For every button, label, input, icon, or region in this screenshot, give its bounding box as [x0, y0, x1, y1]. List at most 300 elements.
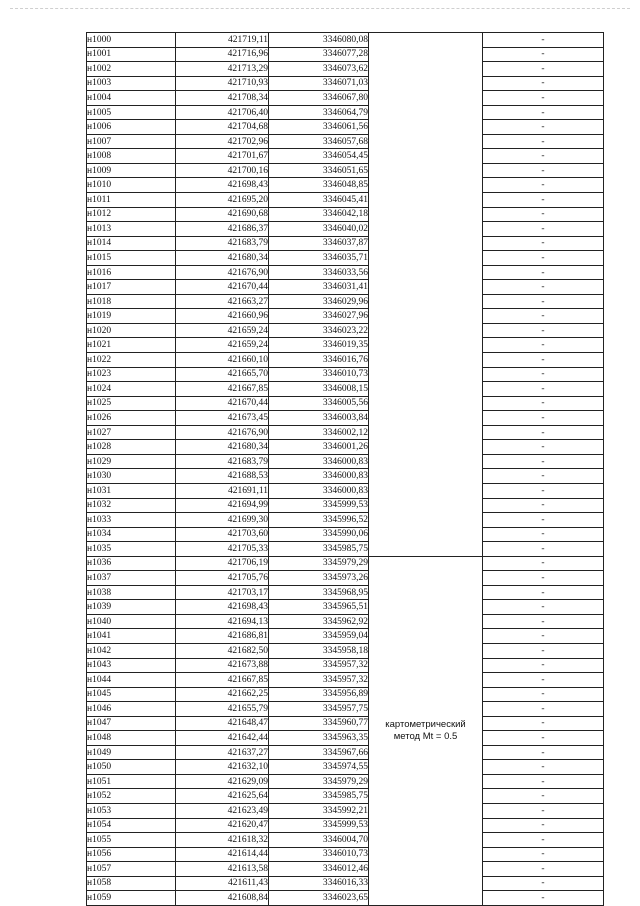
accuracy-cell: -: [483, 149, 604, 164]
coordinate-y-cell: 3346004,70: [269, 833, 369, 848]
table-row: [87, 440, 604, 455]
coordinate-y-cell: 3346029,96: [269, 294, 369, 309]
accuracy-cell: -: [483, 425, 604, 440]
point-name-cell: н1043: [87, 658, 176, 673]
coordinate-y-cell: 3346054,45: [269, 149, 369, 164]
table-row: [87, 178, 604, 193]
accuracy-cell: -: [483, 658, 604, 673]
coordinate-x-cell: 421699,30: [176, 513, 269, 528]
coordinate-y-cell: 3345990,06: [269, 527, 369, 542]
table-row: [87, 353, 604, 368]
table-row: [87, 411, 604, 426]
table-row: [87, 207, 604, 222]
table-row: [87, 91, 604, 106]
point-name-cell: н1003: [87, 76, 176, 91]
accuracy-cell: -: [483, 251, 604, 266]
accuracy-cell: -: [483, 178, 604, 193]
point-name-cell: н1033: [87, 513, 176, 528]
coordinate-x-cell: 421688,53: [176, 469, 269, 484]
coordinate-y-cell: 3345956,89: [269, 687, 369, 702]
table-row: [87, 483, 604, 498]
point-name-cell: н1028: [87, 440, 176, 455]
coordinate-x-cell: 421667,85: [176, 382, 269, 397]
coordinate-x-cell: 421665,70: [176, 367, 269, 382]
coordinate-x-cell: 421683,79: [176, 236, 269, 251]
point-name-cell: н1030: [87, 469, 176, 484]
point-name-cell: н1002: [87, 62, 176, 77]
accuracy-cell: -: [483, 396, 604, 411]
point-name-cell: н1047: [87, 716, 176, 731]
accuracy-cell: -: [483, 556, 604, 571]
table-row: [87, 847, 604, 862]
coordinate-x-cell: 421706,40: [176, 105, 269, 120]
point-name-cell: н1052: [87, 789, 176, 804]
coordinate-y-cell: 3346048,85: [269, 178, 369, 193]
coordinate-y-cell: 3346073,62: [269, 62, 369, 77]
coordinate-y-cell: 3346042,18: [269, 207, 369, 222]
point-name-cell: н1035: [87, 542, 176, 557]
point-name-cell: н1046: [87, 702, 176, 717]
coordinate-y-cell: 3346080,08: [269, 33, 369, 48]
coordinate-x-cell: 421705,33: [176, 542, 269, 557]
coordinate-y-cell: 3346027,96: [269, 309, 369, 324]
accuracy-cell: -: [483, 236, 604, 251]
method-label: картометрический: [385, 718, 466, 730]
accuracy-cell: -: [483, 120, 604, 135]
coordinate-x-cell: 421659,24: [176, 338, 269, 353]
point-name-cell: н1027: [87, 425, 176, 440]
accuracy-cell: -: [483, 600, 604, 615]
coordinate-y-cell: 3345985,75: [269, 789, 369, 804]
accuracy-cell: -: [483, 818, 604, 833]
point-name-cell: н1000: [87, 33, 176, 48]
point-name-cell: н1021: [87, 338, 176, 353]
point-name-cell: н1011: [87, 193, 176, 208]
point-name-cell: н1056: [87, 847, 176, 862]
table-row: [87, 862, 604, 877]
table-row: [87, 527, 604, 542]
table-row: [87, 760, 604, 775]
coordinate-y-cell: 3346008,15: [269, 382, 369, 397]
accuracy-cell: -: [483, 643, 604, 658]
table-row: [87, 513, 604, 528]
point-name-cell: н1006: [87, 120, 176, 135]
accuracy-cell: -: [483, 62, 604, 77]
table-row: [87, 789, 604, 804]
coordinate-x-cell: 421663,27: [176, 294, 269, 309]
coordinate-x-cell: 421676,90: [176, 265, 269, 280]
table-row: [87, 338, 604, 353]
table-row: [87, 454, 604, 469]
coordinate-x-cell: 421642,44: [176, 731, 269, 746]
coordinate-x-cell: 421702,96: [176, 134, 269, 149]
point-name-cell: н1029: [87, 454, 176, 469]
coordinate-x-cell: 421660,10: [176, 353, 269, 368]
coordinate-y-cell: 3345996,52: [269, 513, 369, 528]
table-row: [87, 673, 604, 688]
point-name-cell: н1038: [87, 585, 176, 600]
accuracy-cell: -: [483, 789, 604, 804]
table-row: [87, 47, 604, 62]
coordinate-y-cell: 3346019,35: [269, 338, 369, 353]
table-row: [87, 643, 604, 658]
coordinate-y-cell: 3345963,35: [269, 731, 369, 746]
accuracy-cell: -: [483, 673, 604, 688]
point-name-cell: н1001: [87, 47, 176, 62]
coordinate-x-cell: 421698,43: [176, 600, 269, 615]
coordinate-x-cell: 421700,16: [176, 163, 269, 178]
coordinate-y-cell: 3346035,71: [269, 251, 369, 266]
point-name-cell: н1008: [87, 149, 176, 164]
coordinate-x-cell: 421691,11: [176, 483, 269, 498]
coordinate-x-cell: 421620,47: [176, 818, 269, 833]
coordinate-y-cell: 3345967,66: [269, 745, 369, 760]
coordinate-x-cell: 421710,93: [176, 76, 269, 91]
table-row: [87, 818, 604, 833]
coordinate-x-cell: 421670,44: [176, 396, 269, 411]
coordinate-x-cell: 421680,34: [176, 440, 269, 455]
accuracy-cell: -: [483, 542, 604, 557]
accuracy-cell: -: [483, 76, 604, 91]
coordinate-x-cell: 421673,45: [176, 411, 269, 426]
point-name-cell: н1042: [87, 643, 176, 658]
table-row: [87, 323, 604, 338]
point-name-cell: н1026: [87, 411, 176, 426]
coordinate-y-cell: 3345979,29: [269, 774, 369, 789]
accuracy-cell: -: [483, 280, 604, 295]
accuracy-cell: -: [483, 571, 604, 586]
coordinate-x-cell: 421683,79: [176, 454, 269, 469]
accuracy-cell: -: [483, 265, 604, 280]
table-row: [87, 542, 604, 557]
table-row: [87, 62, 604, 77]
accuracy-cell: -: [483, 294, 604, 309]
accuracy-cell: -: [483, 702, 604, 717]
coordinate-y-cell: 3345960,77: [269, 716, 369, 731]
point-name-cell: н1049: [87, 745, 176, 760]
coordinate-x-cell: 421698,43: [176, 178, 269, 193]
table-row: [87, 367, 604, 382]
table-row: [87, 469, 604, 484]
table-row: [87, 280, 604, 295]
point-name-cell: н1031: [87, 483, 176, 498]
accuracy-cell: -: [483, 891, 604, 906]
coordinate-x-cell: 421716,96: [176, 47, 269, 62]
point-name-cell: н1048: [87, 731, 176, 746]
point-name-cell: н1004: [87, 91, 176, 106]
coordinate-y-cell: 3346023,65: [269, 891, 369, 906]
point-name-cell: н1013: [87, 222, 176, 237]
table-row: [87, 294, 604, 309]
coordinate-y-cell: 3345962,92: [269, 614, 369, 629]
coordinate-y-cell: 3346057,68: [269, 134, 369, 149]
coordinate-x-cell: 421611,43: [176, 876, 269, 891]
coordinate-y-cell: 3345973,26: [269, 571, 369, 586]
coordinate-y-cell: 3346061,56: [269, 120, 369, 135]
coordinate-x-cell: 421660,96: [176, 309, 269, 324]
coordinate-x-cell: 421676,90: [176, 425, 269, 440]
coordinate-y-cell: 3345968,95: [269, 585, 369, 600]
coordinate-x-cell: 421670,44: [176, 280, 269, 295]
point-name-cell: н1036: [87, 556, 176, 571]
table-row: [87, 251, 604, 266]
table-row: [87, 149, 604, 164]
coordinate-x-cell: 421648,47: [176, 716, 269, 731]
table-row: [87, 309, 604, 324]
coordinate-y-cell: 3346067,80: [269, 91, 369, 106]
point-name-cell: н1014: [87, 236, 176, 251]
table-row: [87, 774, 604, 789]
point-name-cell: н1041: [87, 629, 176, 644]
accuracy-cell: -: [483, 411, 604, 426]
point-name-cell: н1054: [87, 818, 176, 833]
accuracy-cell: -: [483, 207, 604, 222]
coordinate-x-cell: 421703,60: [176, 527, 269, 542]
coordinate-y-cell: 3345959,04: [269, 629, 369, 644]
point-name-cell: н1058: [87, 876, 176, 891]
point-name-cell: н1037: [87, 571, 176, 586]
point-name-cell: н1034: [87, 527, 176, 542]
point-name-cell: н1016: [87, 265, 176, 280]
accuracy-cell: -: [483, 498, 604, 513]
accuracy-cell: -: [483, 527, 604, 542]
accuracy-cell: -: [483, 862, 604, 877]
point-name-cell: н1039: [87, 600, 176, 615]
accuracy-cell: -: [483, 629, 604, 644]
coordinate-x-cell: 421618,32: [176, 833, 269, 848]
table-row: [87, 833, 604, 848]
point-name-cell: н1032: [87, 498, 176, 513]
coordinate-y-cell: 3346045,41: [269, 193, 369, 208]
coordinate-x-cell: 421703,17: [176, 585, 269, 600]
table-row: [87, 702, 604, 717]
point-name-cell: н1059: [87, 891, 176, 906]
coordinate-x-cell: 421706,19: [176, 556, 269, 571]
point-name-cell: н1051: [87, 774, 176, 789]
point-name-cell: н1045: [87, 687, 176, 702]
accuracy-cell: -: [483, 731, 604, 746]
point-name-cell: н1053: [87, 803, 176, 818]
point-name-cell: н1044: [87, 673, 176, 688]
table-row: [87, 498, 604, 513]
coordinate-x-cell: 421690,68: [176, 207, 269, 222]
coordinate-y-cell: 3346023,22: [269, 323, 369, 338]
accuracy-cell: -: [483, 469, 604, 484]
accuracy-cell: -: [483, 33, 604, 48]
accuracy-cell: -: [483, 222, 604, 237]
coordinate-y-cell: 3346012,46: [269, 862, 369, 877]
accuracy-cell: -: [483, 876, 604, 891]
accuracy-cell: -: [483, 585, 604, 600]
accuracy-cell: -: [483, 847, 604, 862]
table-row: [87, 396, 604, 411]
point-name-cell: н1017: [87, 280, 176, 295]
accuracy-cell: -: [483, 687, 604, 702]
table-row: [87, 600, 604, 615]
accuracy-cell: -: [483, 716, 604, 731]
accuracy-cell: -: [483, 614, 604, 629]
table-row: [87, 803, 604, 818]
table-row: [87, 745, 604, 760]
accuracy-cell: -: [483, 105, 604, 120]
table-row: [87, 120, 604, 135]
table-row: [87, 193, 604, 208]
coordinate-x-cell: 421623,49: [176, 803, 269, 818]
accuracy-cell: -: [483, 163, 604, 178]
accuracy-cell: -: [483, 774, 604, 789]
accuracy-cell: -: [483, 323, 604, 338]
accuracy-cell: -: [483, 353, 604, 368]
table-row: [87, 629, 604, 644]
table-row: [87, 33, 604, 48]
coordinate-y-cell: 3346000,83: [269, 454, 369, 469]
coordinate-x-cell: 421632,10: [176, 760, 269, 775]
point-name-cell: н1020: [87, 323, 176, 338]
coordinate-y-cell: 3345979,29: [269, 556, 369, 571]
accuracy-cell: -: [483, 338, 604, 353]
point-name-cell: н1005: [87, 105, 176, 120]
table-row: [87, 265, 604, 280]
point-name-cell: н1022: [87, 353, 176, 368]
coordinate-x-cell: 421629,09: [176, 774, 269, 789]
coordinate-y-cell: 3345957,75: [269, 702, 369, 717]
table-row: [87, 614, 604, 629]
coordinates-table-body: [87, 33, 604, 906]
coordinate-y-cell: 3345965,51: [269, 600, 369, 615]
coordinate-y-cell: 3346001,26: [269, 440, 369, 455]
accuracy-cell: -: [483, 367, 604, 382]
table-row: [87, 134, 604, 149]
coordinate-x-cell: 421613,58: [176, 862, 269, 877]
coordinate-x-cell: 421708,34: [176, 91, 269, 106]
point-name-cell: н1009: [87, 163, 176, 178]
accuracy-cell: -: [483, 833, 604, 848]
table-row: [87, 571, 604, 586]
coordinate-y-cell: 3345957,32: [269, 658, 369, 673]
accuracy-cell: -: [483, 440, 604, 455]
coordinate-x-cell: 421673,88: [176, 658, 269, 673]
table-row: [87, 222, 604, 237]
coordinate-y-cell: 3345957,32: [269, 673, 369, 688]
coordinate-x-cell: 421694,99: [176, 498, 269, 513]
coordinate-y-cell: 3346064,79: [269, 105, 369, 120]
point-name-cell: н1010: [87, 178, 176, 193]
point-name-cell: н1012: [87, 207, 176, 222]
point-name-cell: н1015: [87, 251, 176, 266]
accuracy-cell: -: [483, 309, 604, 324]
method-cell-group-2: [369, 556, 483, 905]
coordinate-x-cell: 421655,79: [176, 702, 269, 717]
coordinate-y-cell: 3346000,83: [269, 469, 369, 484]
accuracy-cell: -: [483, 47, 604, 62]
table-row: [87, 658, 604, 673]
coordinate-y-cell: 3346016,76: [269, 353, 369, 368]
coordinate-y-cell: 3346002,12: [269, 425, 369, 440]
accuracy-cell: -: [483, 513, 604, 528]
coordinate-x-cell: 421686,81: [176, 629, 269, 644]
coordinate-y-cell: 3345992,21: [269, 803, 369, 818]
coordinate-x-cell: 421662,25: [176, 687, 269, 702]
coordinate-x-cell: 421686,37: [176, 222, 269, 237]
coordinate-x-cell: 421680,34: [176, 251, 269, 266]
coordinate-x-cell: 421667,85: [176, 673, 269, 688]
point-name-cell: н1050: [87, 760, 176, 775]
accuracy-cell: -: [483, 134, 604, 149]
coordinate-x-cell: 421682,50: [176, 643, 269, 658]
accuracy-cell: -: [483, 760, 604, 775]
coordinate-x-cell: 421719,11: [176, 33, 269, 48]
coordinate-x-cell: 421713,29: [176, 62, 269, 77]
point-name-cell: н1023: [87, 367, 176, 382]
coordinate-y-cell: 3346040,02: [269, 222, 369, 237]
method-cell-group-1: [369, 33, 483, 557]
table-row: [87, 716, 604, 731]
coordinates-table: [86, 32, 604, 906]
coordinate-x-cell: 421705,76: [176, 571, 269, 586]
coordinate-y-cell: 3345958,18: [269, 643, 369, 658]
coordinate-y-cell: 3345985,75: [269, 542, 369, 557]
point-name-cell: н1025: [87, 396, 176, 411]
table-row: [87, 891, 604, 906]
point-name-cell: н1024: [87, 382, 176, 397]
table-row: [87, 105, 604, 120]
point-name-cell: н1055: [87, 833, 176, 848]
table-row: [87, 556, 604, 571]
table-row: [87, 236, 604, 251]
point-name-cell: н1057: [87, 862, 176, 877]
coordinate-y-cell: 3346077,28: [269, 47, 369, 62]
coordinate-x-cell: 421637,27: [176, 745, 269, 760]
table-row: [87, 382, 604, 397]
table-row: [87, 731, 604, 746]
accuracy-cell: -: [483, 193, 604, 208]
coordinate-y-cell: 3346010,73: [269, 367, 369, 382]
accuracy-cell: -: [483, 483, 604, 498]
coordinate-y-cell: 3346037,87: [269, 236, 369, 251]
table-row: [87, 425, 604, 440]
accuracy-cell: -: [483, 803, 604, 818]
coordinate-x-cell: 421704,68: [176, 120, 269, 135]
coordinate-y-cell: 3345974,55: [269, 760, 369, 775]
point-name-cell: н1018: [87, 294, 176, 309]
coordinate-y-cell: 3346005,56: [269, 396, 369, 411]
point-name-cell: н1007: [87, 134, 176, 149]
method-accuracy-label: метод Mt = 0.5: [393, 730, 458, 742]
coordinate-x-cell: 421659,24: [176, 323, 269, 338]
coordinate-y-cell: 3346000,83: [269, 483, 369, 498]
point-name-cell: н1040: [87, 614, 176, 629]
coordinate-x-cell: 421614,44: [176, 847, 269, 862]
coordinate-y-cell: 3345999,53: [269, 818, 369, 833]
accuracy-cell: -: [483, 382, 604, 397]
coordinate-x-cell: 421625,64: [176, 789, 269, 804]
page-header-rule: [10, 8, 630, 9]
table-row: [87, 76, 604, 91]
coordinate-y-cell: 3346031,41: [269, 280, 369, 295]
coordinate-y-cell: 3346010,73: [269, 847, 369, 862]
accuracy-cell: -: [483, 91, 604, 106]
coordinate-y-cell: 3346003,84: [269, 411, 369, 426]
coordinate-y-cell: 3346033,56: [269, 265, 369, 280]
table-row: [87, 163, 604, 178]
table-row: [87, 687, 604, 702]
coordinate-x-cell: 421695,20: [176, 193, 269, 208]
accuracy-cell: -: [483, 454, 604, 469]
coordinate-y-cell: 3345999,53: [269, 498, 369, 513]
coordinate-x-cell: 421701,67: [176, 149, 269, 164]
coordinate-x-cell: 421694,13: [176, 614, 269, 629]
coordinate-y-cell: 3346051,65: [269, 163, 369, 178]
